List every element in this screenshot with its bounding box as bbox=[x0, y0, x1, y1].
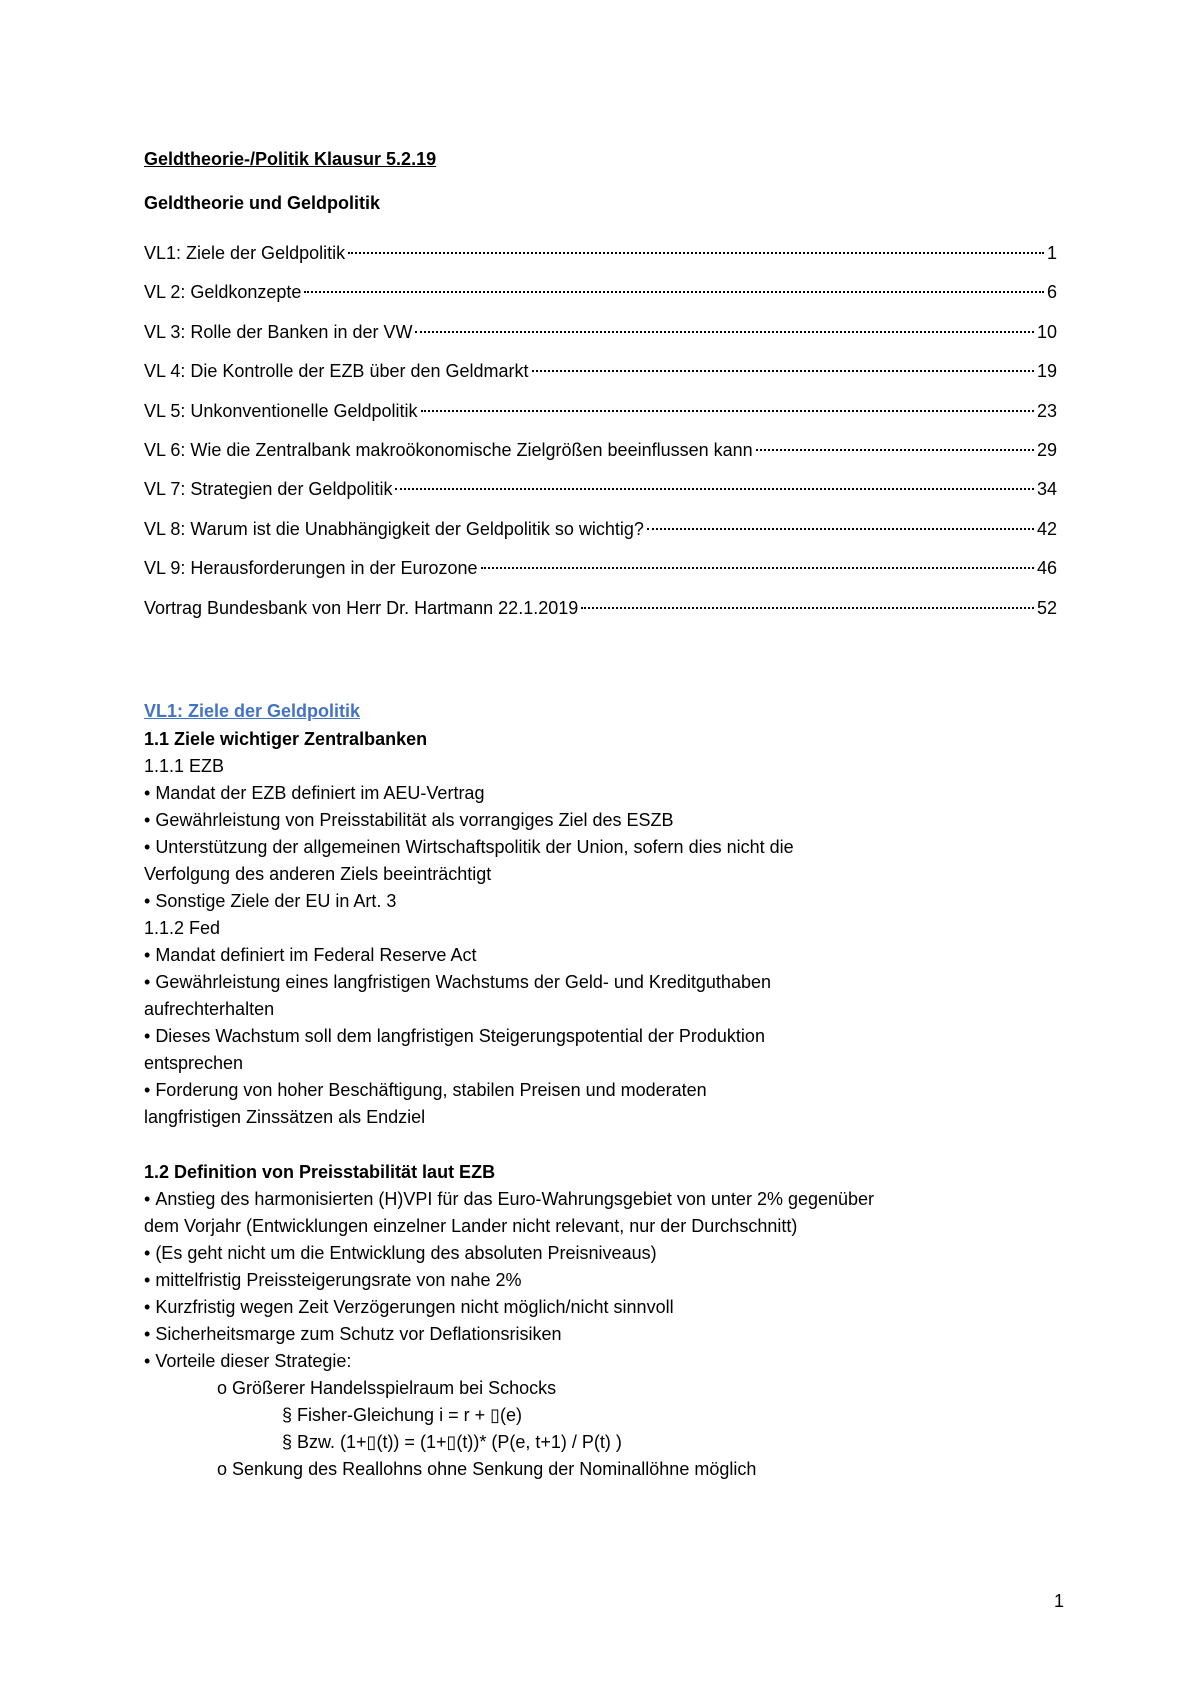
ezb-heading: 1.1.1 EZB bbox=[144, 755, 225, 776]
toc-entry-page: 10 bbox=[1036, 321, 1057, 342]
toc-entry-label: VL 3: Rolle der Banken in der VW bbox=[144, 321, 413, 342]
toc-entry-page: 42 bbox=[1036, 518, 1057, 539]
subsection-heading: 1.2 Definition von Preisstabilität laut EZB bbox=[144, 1161, 496, 1182]
toc-dot-leader bbox=[415, 331, 1033, 333]
toc-entry-page: 1 bbox=[1046, 243, 1057, 263]
subsection-heading: 1.1 Ziele wichtiger Zentralbanken bbox=[144, 728, 428, 749]
fed-heading: 1.1.2 Fed bbox=[144, 917, 221, 938]
toc-dot-leader bbox=[481, 567, 1034, 569]
list-item: • Forderung von hoher Beschäftigung, stabilen Preisen und moderaten langfristigen Zinssätzen als Endziel bbox=[144, 1077, 784, 1131]
sub-list-item: o Senkung des Reallohns ohne Senkung der Nominallöhne möglich bbox=[217, 1458, 757, 1479]
paragraph-spacer bbox=[144, 1131, 1057, 1159]
list-item: • Gewährleistung von Preisstabilität als vorrangiges Ziel des ESZB bbox=[144, 807, 1057, 834]
toc-entry[interactable] bbox=[144, 240, 1057, 279]
list-item: • Mandat der EZB definiert im AEU-Vertrag bbox=[144, 780, 1057, 807]
toc-entry-label: Vortrag Bundesbank von Herr Dr. Hartmann 22.1.2019 bbox=[144, 597, 579, 618]
toc-dot-leader bbox=[395, 488, 1033, 490]
section-heading-link[interactable]: VL1: Ziele der Geldpolitik bbox=[144, 700, 361, 721]
list-item: • Kurzfristig wegen Zeit Verzögerungen nicht möglich/nicht sinnvoll bbox=[144, 1294, 1057, 1321]
list-item: • Dieses Wachstum soll dem langfristigen Steigerungspotential der Produktion entsprechen bbox=[144, 1023, 844, 1077]
toc-entry[interactable] bbox=[144, 516, 1057, 555]
toc-entry-label: VL 2: Geldkonzepte bbox=[144, 282, 302, 303]
toc-entry[interactable] bbox=[144, 358, 1057, 397]
list-item: • (Es geht nicht um die Entwicklung des absoluten Preisniveaus) bbox=[144, 1240, 1057, 1267]
toc-entry-label: VL 5: Unkonventionelle Geldpolitik bbox=[144, 400, 418, 421]
toc-entry[interactable] bbox=[144, 398, 1057, 437]
toc-entry-page: 19 bbox=[1036, 361, 1057, 382]
toc-entry[interactable] bbox=[144, 476, 1057, 515]
toc-dot-leader bbox=[581, 607, 1034, 609]
toc-entry[interactable] bbox=[144, 555, 1057, 594]
toc-entry[interactable] bbox=[144, 437, 1057, 476]
toc-dot-leader bbox=[647, 528, 1034, 530]
table-of-contents bbox=[144, 240, 1057, 634]
toc-entry-label: VL 7: Strategien der Geldpolitik bbox=[144, 479, 393, 500]
toc-dot-leader bbox=[532, 370, 1034, 372]
toc-entry[interactable] bbox=[144, 319, 1057, 358]
list-item: • Unterstützung der allgemeinen Wirtschaftspolitik der Union, sofern dies nicht die Verfolgung des anderen Ziels beeinträchtigt bbox=[144, 834, 844, 888]
toc-entry-label: VL 6: Wie die Zentralbank makroökonomische Zielgrößen beeinflussen kann bbox=[144, 439, 753, 460]
list-item: • Anstieg des harmonisierten (H)VPI für das Euro-Wahrungsgebiet von unter 2% gegenüber dem Vorjahr (Entwicklungen einzelner Lander nicht relevant, nur der Durchschnitt) bbox=[144, 1186, 884, 1240]
document-subtitle: Geldtheorie und Geldpolitik bbox=[144, 193, 381, 213]
list-item: • Mandat definiert im Federal Reserve Act bbox=[144, 942, 1057, 969]
list-item: • Vorteile dieser Strategie: bbox=[144, 1348, 1057, 1375]
document-page bbox=[144, 142, 1057, 1483]
document-title: Geldtheorie-/Politik Klausur 5.2.19 bbox=[144, 149, 437, 169]
toc-entry-label: VL1: Ziele der Geldpolitik bbox=[144, 243, 346, 263]
list-item: • Gewährleistung eines langfristigen Wachstums der Geld- und Kreditguthaben aufrechterhalten bbox=[144, 969, 844, 1023]
page-number: 1 bbox=[1054, 1591, 1065, 1611]
toc-dot-leader bbox=[304, 291, 1044, 293]
toc-entry-label: VL 8: Warum ist die Unabhängigkeit der Geldpolitik so wichtig? bbox=[144, 518, 644, 539]
sub-sub-list-item: § Fisher-Gleichung i = r + ▯(e) bbox=[282, 1404, 522, 1425]
toc-entry-label: VL 4: Die Kontrolle der EZB über den Geldmarkt bbox=[144, 361, 529, 382]
toc-entry[interactable] bbox=[144, 279, 1057, 318]
toc-entry-page: 23 bbox=[1036, 400, 1057, 421]
toc-entry-page: 34 bbox=[1036, 479, 1057, 500]
toc-entry-page: 52 bbox=[1036, 597, 1057, 618]
sub-sub-list-item: § Bzw. (1+▯(t)) = (1+▯(t))* (P(e, t+1) / P(t) ) bbox=[282, 1431, 622, 1452]
toc-dot-leader bbox=[756, 449, 1034, 451]
toc-entry-page: 46 bbox=[1036, 558, 1057, 579]
toc-entry[interactable] bbox=[144, 595, 1057, 634]
list-item: • mittelfristig Preissteigerungsrate von nahe 2% bbox=[144, 1267, 1057, 1294]
toc-dot-leader bbox=[348, 252, 1044, 254]
sub-list-item: o Größerer Handelsspielraum bei Schocks bbox=[217, 1377, 557, 1398]
toc-entry-label: VL 9: Herausforderungen in der Eurozone bbox=[144, 558, 478, 579]
list-item: • Sonstige Ziele der EU in Art. 3 bbox=[144, 888, 1057, 915]
list-item: • Sicherheitsmarge zum Schutz vor Deflationsrisiken bbox=[144, 1321, 1057, 1348]
toc-entry-page: 29 bbox=[1036, 439, 1057, 460]
toc-dot-leader bbox=[421, 410, 1034, 412]
toc-entry-page: 6 bbox=[1046, 282, 1057, 303]
